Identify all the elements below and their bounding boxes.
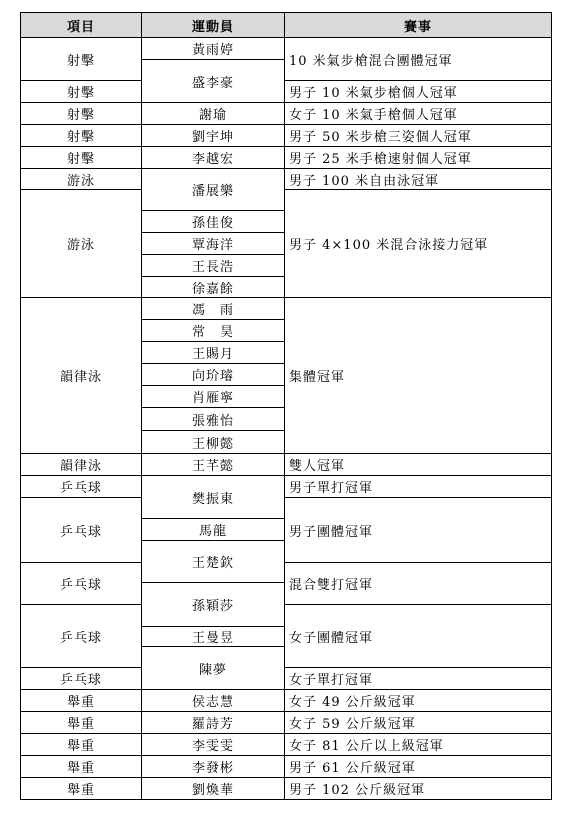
athlete-cell: 向玠璿 [141,363,284,385]
athlete-cell: 李發彬 [141,755,284,777]
event-cell: 女子團體冠軍 [284,604,552,667]
athlete-cell: 王楚欽 [141,540,284,582]
sport-cell: 韻律泳 [20,297,141,453]
event-cell: 男子 4×100 米混合泳接力冠軍 [284,189,552,297]
athlete-cell: 侯志慧 [141,689,284,711]
sport-cell: 舉重 [20,689,141,711]
athlete-cell: 王長浩 [141,254,284,276]
sport-cell: 舉重 [20,755,141,777]
athlete-cell: 王曼昱 [141,626,284,646]
event-cell: 女子 81 公斤以上級冠軍 [284,733,552,755]
athlete-cell: 黃雨婷 [141,37,284,59]
event-cell: 女子單打冠軍 [284,667,552,689]
event-cell: 集體冠軍 [284,297,552,453]
sport-cell: 舉重 [20,777,141,800]
event-cell: 男子單打冠軍 [284,475,552,497]
sport-cell: 乒乓球 [20,604,141,667]
event-cell: 男子 102 公斤級冠軍 [284,777,552,800]
sport-cell: 射擊 [20,102,141,124]
athlete-cell: 覃海洋 [141,232,284,254]
event-cell: 男子 100 米自由泳冠軍 [284,168,552,189]
event-cell: 混合雙打冠軍 [284,562,552,604]
event-cell: 女子 59 公斤級冠軍 [284,711,552,733]
event-cell: 男子團體冠軍 [284,497,552,562]
athlete-cell: 劉宇坤 [141,124,284,146]
athlete-cell: 徐嘉餘 [141,276,284,297]
event-cell: 男子 25 米手槍速射個人冠軍 [284,146,552,168]
event-cell: 10 米氣步槍混合團體冠軍 [284,37,552,80]
athlete-cell: 張雅怡 [141,407,284,430]
athlete-cell: 馮 雨 [141,297,284,319]
sport-cell: 乒乓球 [20,475,141,497]
sport-cell: 韻律泳 [20,453,141,475]
event-cell: 女子 10 米氣手槍個人冠軍 [284,102,552,124]
athlete-cell: 王芊懿 [141,453,284,475]
athlete-cell: 肖雁寧 [141,385,284,407]
event-cell: 男子 61 公斤級冠軍 [284,755,552,777]
athlete-cell: 孫佳俊 [141,210,284,232]
sport-cell: 游泳 [20,189,141,297]
athlete-cell: 孫穎莎 [141,582,284,626]
sport-cell: 舉重 [20,711,141,733]
sport-cell: 射擊 [20,80,141,102]
sport-cell: 舉重 [20,733,141,755]
athlete-cell: 王柳懿 [141,430,284,453]
athlete-cell: 陳夢 [141,646,284,689]
athlete-cell: 潘展樂 [141,168,284,210]
header-athlete: 運動員 [141,12,284,37]
athlete-cell: 李雯雯 [141,733,284,755]
athlete-cell: 常 昊 [141,319,284,341]
header-sport: 項目 [20,12,141,37]
athlete-cell: 劉煥華 [141,777,284,800]
athlete-cell: 李越宏 [141,146,284,168]
athlete-cell: 王賜月 [141,341,284,363]
athlete-cell: 羅詩芳 [141,711,284,733]
event-cell: 女子 49 公斤級冠軍 [284,689,552,711]
sport-cell: 射擊 [20,146,141,168]
sport-cell: 射擊 [20,124,141,146]
athlete-cell: 盛李豪 [141,59,284,102]
athlete-cell: 馬龍 [141,518,284,540]
sport-cell: 乒乓球 [20,497,141,562]
athlete-cell: 謝瑜 [141,102,284,124]
header-event: 賽事 [284,12,552,37]
sport-cell: 乒乓球 [20,562,141,604]
sport-cell: 射擊 [20,37,141,80]
event-cell: 男子 50 米步槍三姿個人冠軍 [284,124,552,146]
sport-cell: 游泳 [20,168,141,189]
event-cell: 雙人冠軍 [284,453,552,475]
sport-cell: 乒乓球 [20,667,141,689]
event-cell: 男子 10 米氣步槍個人冠軍 [284,80,552,102]
athlete-cell: 樊振東 [141,475,284,518]
